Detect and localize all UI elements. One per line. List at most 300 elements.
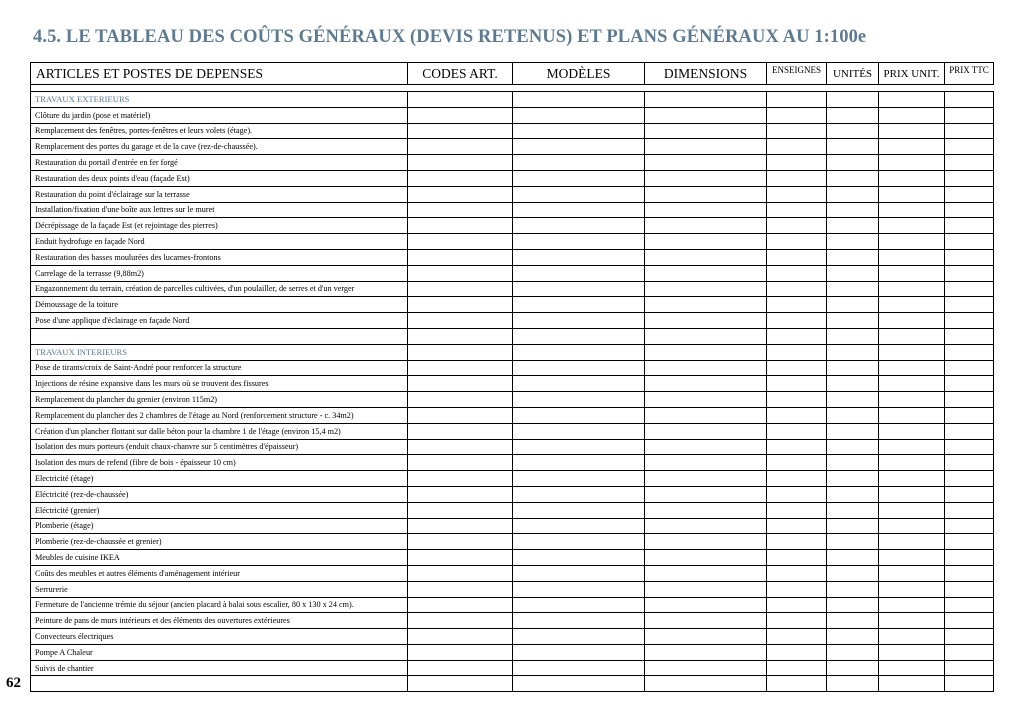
row-label: Fermeture de l'ancienne trémie du séjour (ancien placard à balai sous escalier, 80 x 130 x 24 cm). (31, 597, 408, 613)
empty-cell (767, 644, 827, 660)
empty-cell (767, 297, 827, 313)
empty-cell (945, 550, 994, 566)
empty-cell (513, 613, 645, 629)
empty-cell (945, 423, 994, 439)
empty-cell (408, 360, 513, 376)
empty-cell (827, 629, 879, 645)
empty-cell (945, 155, 994, 171)
empty-cell (645, 439, 767, 455)
empty-cell (827, 613, 879, 629)
empty-cell (408, 471, 513, 487)
empty-cell (879, 297, 945, 313)
empty-cell (945, 565, 994, 581)
empty-cell (408, 92, 513, 108)
empty-cell (945, 92, 994, 108)
empty-cell (945, 471, 994, 487)
empty-cell (645, 518, 767, 534)
empty-cell (645, 565, 767, 581)
empty-cell (767, 170, 827, 186)
empty-cell (513, 328, 645, 344)
empty-cell (827, 328, 879, 344)
empty-cell (827, 597, 879, 613)
empty-cell (645, 629, 767, 645)
empty-cell (827, 518, 879, 534)
row-label: Engazonnement du terrain, création de parcelles cultivées, d'un poulailler, de serres et d'un verger (31, 281, 408, 297)
empty-cell (945, 202, 994, 218)
empty-cell (827, 376, 879, 392)
empty-cell (827, 502, 879, 518)
empty-cell (945, 676, 994, 692)
table-row (31, 249, 994, 265)
empty-cell (408, 597, 513, 613)
empty-cell (767, 629, 827, 645)
table-row (31, 186, 994, 202)
empty-cell (645, 360, 767, 376)
table-row (31, 407, 994, 423)
empty-cell (408, 534, 513, 550)
empty-cell (513, 155, 645, 171)
empty-cell (879, 518, 945, 534)
empty-cell (767, 313, 827, 329)
table-row (31, 502, 994, 518)
empty-cell (408, 455, 513, 471)
empty-cell (513, 170, 645, 186)
column-header-enseignes: ENSEIGNES (767, 63, 827, 85)
empty-cell (408, 439, 513, 455)
empty-cell (408, 297, 513, 313)
empty-cell (408, 613, 513, 629)
empty-cell (645, 202, 767, 218)
table-row (31, 565, 994, 581)
empty-cell (879, 423, 945, 439)
empty-cell (827, 407, 879, 423)
table-row (31, 676, 994, 692)
table-row (31, 360, 994, 376)
column-header-modeles: MODÈLES (513, 63, 645, 85)
empty-cell (767, 344, 827, 360)
empty-cell (767, 186, 827, 202)
section-heading: TRAVAUX EXTERIEURS (31, 92, 408, 108)
empty-cell (645, 313, 767, 329)
empty-cell (513, 534, 645, 550)
empty-cell (767, 613, 827, 629)
empty-cell (513, 581, 645, 597)
empty-cell (945, 123, 994, 139)
row-label: Electricité (étage) (31, 471, 408, 487)
table-row (31, 534, 994, 550)
section-row (31, 344, 994, 360)
column-header-articles: ARTICLES ET POSTES DE DEPENSES (31, 63, 408, 85)
empty-cell (879, 265, 945, 281)
empty-cell (945, 328, 994, 344)
empty-cell (645, 344, 767, 360)
empty-cell (827, 486, 879, 502)
empty-cell (879, 471, 945, 487)
empty-cell (767, 660, 827, 676)
row-label: Meubles de cuisine IKEA (31, 550, 408, 566)
empty-cell (879, 550, 945, 566)
empty-cell (513, 676, 645, 692)
empty-cell (767, 518, 827, 534)
row-label: Remplacement du plancher du grenier (environ 115m2) (31, 392, 408, 408)
empty-cell (767, 439, 827, 455)
empty-cell (408, 392, 513, 408)
row-label: Restauration du point d'éclairage sur la terrasse (31, 186, 408, 202)
empty-cell (513, 123, 645, 139)
row-label: Suivis de chantier (31, 660, 408, 676)
empty-cell (408, 581, 513, 597)
empty-cell (879, 107, 945, 123)
header-spacer (31, 85, 994, 92)
empty-cell (945, 313, 994, 329)
empty-cell (408, 170, 513, 186)
empty-cell (879, 186, 945, 202)
empty-cell (879, 407, 945, 423)
empty-cell (645, 644, 767, 660)
table-row (31, 392, 994, 408)
empty-cell (945, 265, 994, 281)
empty-cell (879, 313, 945, 329)
empty-cell (513, 265, 645, 281)
empty-cell (408, 660, 513, 676)
empty-cell (827, 360, 879, 376)
empty-cell (879, 439, 945, 455)
empty-cell (513, 297, 645, 313)
empty-cell (827, 439, 879, 455)
empty-cell (408, 518, 513, 534)
row-label: Serrurerie (31, 581, 408, 597)
empty-cell (513, 92, 645, 108)
empty-cell (645, 123, 767, 139)
empty-cell (513, 139, 645, 155)
empty-cell (513, 281, 645, 297)
empty-cell (945, 234, 994, 250)
empty-cell (645, 92, 767, 108)
empty-cell (513, 502, 645, 518)
empty-cell (827, 534, 879, 550)
page-number: 62 (6, 675, 21, 691)
table-header-row (31, 63, 994, 85)
row-label: Isolation des murs porteurs (enduit chaux-chanvre sur 5 centimètres d'épaisseur) (31, 439, 408, 455)
table-row (31, 139, 994, 155)
empty-cell (827, 107, 879, 123)
empty-cell (879, 139, 945, 155)
empty-cell (645, 265, 767, 281)
empty-cell (827, 218, 879, 234)
empty-cell (945, 392, 994, 408)
empty-cell (945, 407, 994, 423)
empty-cell (513, 486, 645, 502)
table-row (31, 281, 994, 297)
empty-cell (513, 407, 645, 423)
empty-cell (827, 265, 879, 281)
table-row (31, 297, 994, 313)
empty-cell (879, 581, 945, 597)
empty-cell (827, 123, 879, 139)
empty-cell (645, 249, 767, 265)
empty-cell (645, 170, 767, 186)
empty-cell (945, 644, 994, 660)
empty-cell (645, 550, 767, 566)
column-header-codes: CODES ART. (408, 63, 513, 85)
row-label: Remplacement des portes du garage et de la cave (rez-de-chaussée). (31, 139, 408, 155)
table-row (31, 550, 994, 566)
empty-cell (408, 313, 513, 329)
table-row (31, 581, 994, 597)
column-header-dimensions: DIMENSIONS (645, 63, 767, 85)
empty-cell (767, 265, 827, 281)
table-row (31, 155, 994, 171)
empty-cell (513, 376, 645, 392)
empty-cell (945, 281, 994, 297)
empty-cell (767, 234, 827, 250)
empty-cell (945, 629, 994, 645)
empty-cell (645, 328, 767, 344)
empty-cell (513, 107, 645, 123)
empty-cell (645, 407, 767, 423)
column-header-prix-unit: PRIX UNIT. (879, 63, 945, 85)
empty-cell (879, 660, 945, 676)
empty-cell (767, 376, 827, 392)
table-row (31, 265, 994, 281)
empty-cell (827, 249, 879, 265)
empty-cell (513, 344, 645, 360)
empty-cell (513, 423, 645, 439)
empty-cell (945, 581, 994, 597)
empty-cell (945, 439, 994, 455)
row-label: Enduit hydrofuge en façade Nord (31, 234, 408, 250)
empty-cell (827, 297, 879, 313)
empty-cell (879, 455, 945, 471)
row-label: Pose d'une applique d'éclairage en façade Nord (31, 313, 408, 329)
empty-cell (879, 344, 945, 360)
empty-cell (945, 376, 994, 392)
empty-cell (513, 392, 645, 408)
empty-cell (945, 297, 994, 313)
empty-cell (513, 313, 645, 329)
empty-cell (408, 281, 513, 297)
empty-cell (945, 249, 994, 265)
empty-cell (879, 123, 945, 139)
empty-cell (879, 360, 945, 376)
table-row (31, 107, 994, 123)
empty-cell (408, 644, 513, 660)
table-row (31, 597, 994, 613)
row-label: Restauration des deux points d'eau (façade Est) (31, 170, 408, 186)
table-row (31, 202, 994, 218)
table-row (31, 313, 994, 329)
empty-cell (879, 218, 945, 234)
row-label: Plomberie (étage) (31, 518, 408, 534)
empty-cell (408, 186, 513, 202)
row-label: Eléctricité (grenier) (31, 502, 408, 518)
empty-cell (513, 660, 645, 676)
empty-cell (767, 328, 827, 344)
table-row (31, 123, 994, 139)
empty-cell (945, 613, 994, 629)
empty-cell (879, 613, 945, 629)
empty-cell (827, 471, 879, 487)
empty-cell (945, 139, 994, 155)
empty-cell (827, 550, 879, 566)
row-label: Décrépissage de la façade Est (et rejointage des pierres) (31, 218, 408, 234)
table-row (31, 423, 994, 439)
empty-cell (645, 234, 767, 250)
section-row (31, 92, 994, 108)
column-header-prix-ttc: PRIX TTC (945, 63, 994, 85)
empty-cell (945, 502, 994, 518)
row-label: Coûts des meubles et autres éléments d'aménagement intérieur (31, 565, 408, 581)
table-row (31, 518, 994, 534)
section-heading: TRAVAUX INTERIEURS (31, 344, 408, 360)
empty-cell (513, 218, 645, 234)
empty-cell (645, 581, 767, 597)
empty-cell (645, 139, 767, 155)
table-body (31, 92, 994, 692)
empty-cell (645, 423, 767, 439)
empty-cell (408, 218, 513, 234)
table-row (31, 170, 994, 186)
empty-cell (767, 139, 827, 155)
empty-cell (879, 629, 945, 645)
empty-cell (879, 376, 945, 392)
row-label: Clôture du jardin (pose et matériel) (31, 107, 408, 123)
empty-cell (408, 107, 513, 123)
row-label: Eléctricité (rez-de-chaussée) (31, 486, 408, 502)
empty-cell (513, 455, 645, 471)
empty-cell (513, 360, 645, 376)
empty-cell (827, 581, 879, 597)
row-label: Démoussage de la toiture (31, 297, 408, 313)
empty-cell (645, 297, 767, 313)
empty-cell (879, 170, 945, 186)
empty-cell (767, 218, 827, 234)
empty-cell (945, 170, 994, 186)
empty-cell (767, 423, 827, 439)
empty-cell (408, 550, 513, 566)
table-row (31, 629, 994, 645)
empty-cell (767, 471, 827, 487)
empty-cell (513, 550, 645, 566)
empty-cell (767, 107, 827, 123)
empty-cell (945, 344, 994, 360)
row-label: Carrelage de la terrasse (9,88m2) (31, 265, 408, 281)
empty-cell (827, 392, 879, 408)
empty-cell (945, 455, 994, 471)
row-label: Convecteurs électriques (31, 629, 408, 645)
empty-cell (945, 486, 994, 502)
empty-cell (408, 629, 513, 645)
empty-cell (408, 234, 513, 250)
empty-cell (827, 170, 879, 186)
empty-cell (767, 597, 827, 613)
empty-cell (513, 644, 645, 660)
empty-cell (827, 186, 879, 202)
empty-cell (767, 565, 827, 581)
empty-cell (408, 423, 513, 439)
empty-cell (945, 597, 994, 613)
empty-cell (767, 581, 827, 597)
empty-cell (408, 344, 513, 360)
empty-cell (645, 281, 767, 297)
row-label: Peinture de pans de murs intérieurs et des éléments des ouvertures extérieures (31, 613, 408, 629)
empty-cell (767, 360, 827, 376)
empty-cell (408, 565, 513, 581)
empty-cell (827, 455, 879, 471)
empty-cell (645, 455, 767, 471)
empty-cell (827, 660, 879, 676)
empty-cell (645, 107, 767, 123)
empty-cell (408, 249, 513, 265)
empty-cell (827, 155, 879, 171)
column-header-unites: UNITÉS (827, 63, 879, 85)
empty-cell (767, 550, 827, 566)
empty-cell (408, 202, 513, 218)
empty-cell (767, 155, 827, 171)
empty-cell (767, 249, 827, 265)
row-label: Plomberie (rez-de-chaussée et grenier) (31, 534, 408, 550)
empty-cell (879, 486, 945, 502)
empty-cell (513, 249, 645, 265)
empty-cell (827, 644, 879, 660)
empty-cell (827, 344, 879, 360)
empty-cell (513, 202, 645, 218)
empty-cell (645, 676, 767, 692)
table-row (31, 660, 994, 676)
row-label: Restauration du portail d'entrée en fer forgé (31, 155, 408, 171)
empty-cell (767, 92, 827, 108)
empty-cell (645, 486, 767, 502)
empty-cell (645, 613, 767, 629)
row-label: Isolation des murs de refend (fibre de bois - épaisseur 10 cm) (31, 455, 408, 471)
empty-cell (879, 392, 945, 408)
empty-cell (945, 107, 994, 123)
row-label: Création d'un plancher flottant sur dalle béton pour la chambre 1 de l'étage (environ 15,4 m2) (31, 423, 408, 439)
empty-cell (645, 376, 767, 392)
table-row (31, 376, 994, 392)
row-label: Pompe A Chaleur (31, 644, 408, 660)
empty-cell (767, 123, 827, 139)
empty-cell (513, 234, 645, 250)
empty-cell (879, 202, 945, 218)
empty-cell (879, 502, 945, 518)
empty-cell (408, 407, 513, 423)
empty-cell (767, 202, 827, 218)
empty-cell (945, 360, 994, 376)
empty-cell (408, 486, 513, 502)
table-row (31, 471, 994, 487)
empty-cell (408, 376, 513, 392)
empty-cell (645, 218, 767, 234)
empty-cell (767, 407, 827, 423)
row-label: Injections de résine expansive dans les murs où se trouvent des fissures (31, 376, 408, 392)
empty-cell (879, 534, 945, 550)
empty-cell (945, 186, 994, 202)
table-row (31, 218, 994, 234)
empty-cell (408, 502, 513, 518)
empty-cell (408, 139, 513, 155)
empty-cell (879, 234, 945, 250)
row-label: Restauration des basses moulurées des lucarnes-frontons (31, 249, 408, 265)
empty-cell (513, 186, 645, 202)
table-row (31, 613, 994, 629)
table-row (31, 234, 994, 250)
empty-cell (645, 534, 767, 550)
empty-cell (879, 249, 945, 265)
row-label: Installation/fixation d'une boîte aux lettres sur le muret (31, 202, 408, 218)
empty-cell (827, 234, 879, 250)
empty-cell (767, 676, 827, 692)
